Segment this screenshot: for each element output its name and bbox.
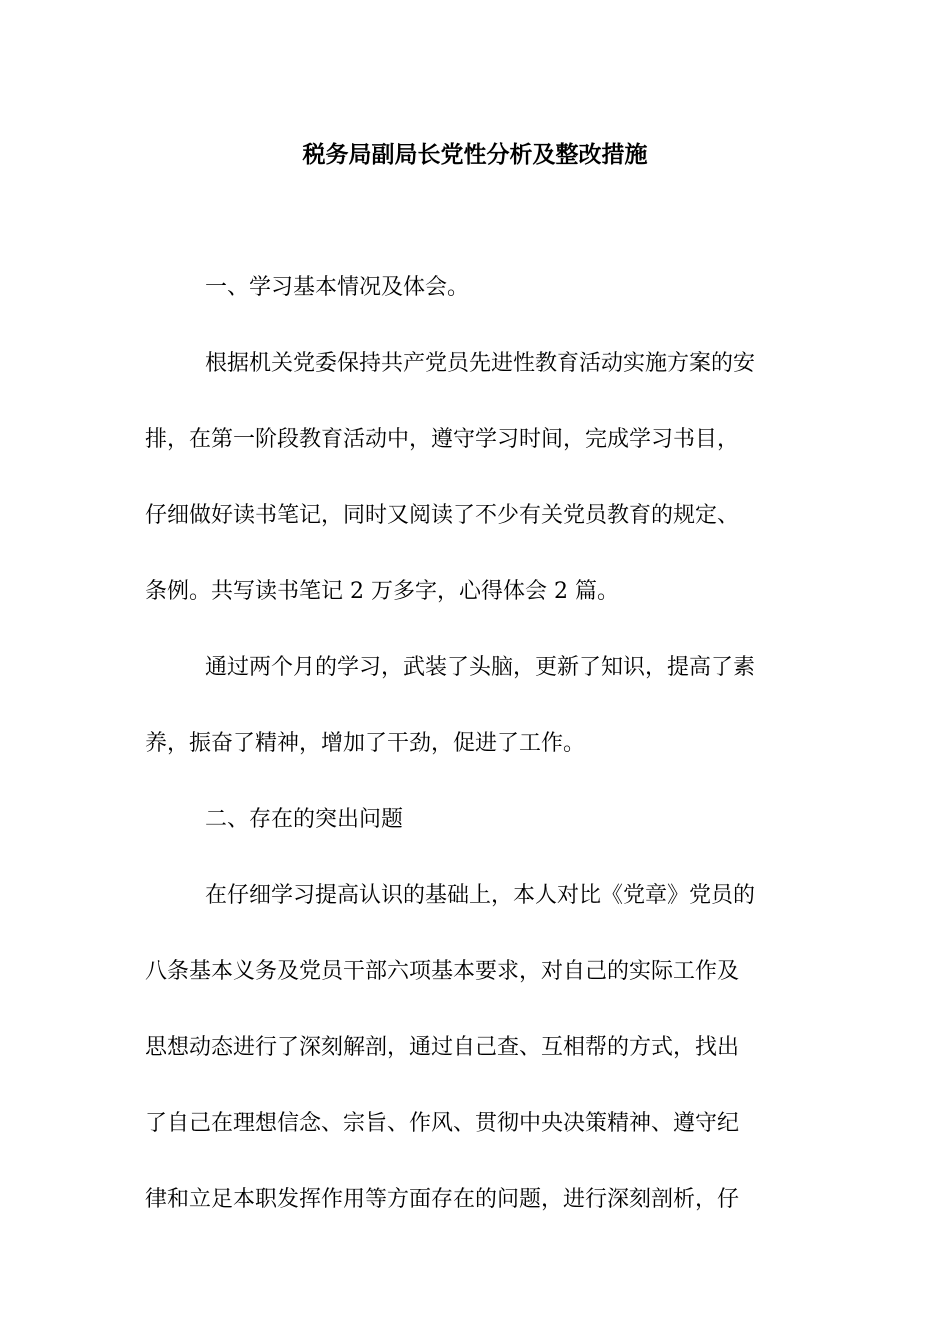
- paragraph: [145, 250, 805, 326]
- text-line: 养，振奋了精神，增加了干劲，促进了工作。: [145, 731, 586, 756]
- paragraph: [145, 782, 805, 858]
- text-line: 了自己在理想信念、宗旨、作风、贯彻中央决策精神、遵守纪: [145, 1111, 740, 1136]
- document-body: [145, 250, 805, 1238]
- paragraph: [145, 858, 805, 1238]
- text-line: 二、存在的突出问题: [205, 807, 404, 832]
- text-line: 条例。共写读书笔记 2 万多字，心得体会 2 篇。: [145, 579, 619, 604]
- text-line: 律和立足本职发挥作用等方面存在的问题，进行深刻剖析，仔: [145, 1187, 740, 1212]
- text-line: 思想动态进行了深刻解剖，通过自己查、互相帮的方式，找出: [145, 1035, 740, 1060]
- text-line: 通过两个月的学习，武装了头脑，更新了知识，提高了素: [205, 655, 756, 680]
- text-line: 一、学习基本情况及体会。: [205, 275, 470, 300]
- paragraph: [145, 630, 805, 782]
- text-line: 八条基本义务及党员干部六项基本要求，对自己的实际工作及: [145, 959, 740, 984]
- text-line: 在仔细学习提高认识的基础上，本人对比《党章》党员的: [205, 883, 756, 908]
- text-line: 排，在第一阶段教育活动中，遵守学习时间，完成学习书目，: [145, 427, 740, 452]
- text-line: 根据机关党委保持共产党员先进性教育活动实施方案的安: [205, 351, 756, 376]
- document-title: 税务局副局长党性分析及整改措施: [302, 141, 648, 168]
- text-line: 仔细做好读书笔记，同时又阅读了不少有关党员教育的规定、: [145, 503, 740, 528]
- paragraph: [145, 326, 805, 630]
